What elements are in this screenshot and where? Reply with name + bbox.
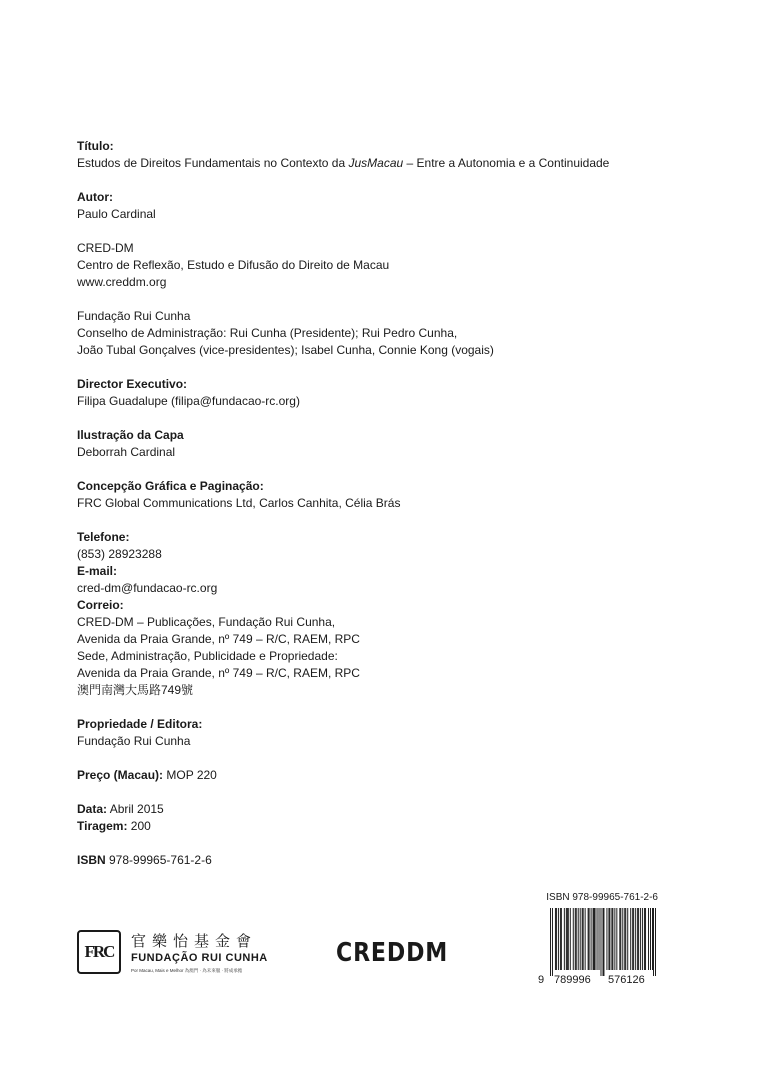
barcode-bar xyxy=(609,908,610,970)
cred-line: CRED-DM xyxy=(77,241,134,255)
publisher-block xyxy=(77,716,697,750)
illustration-value: Deborrah Cardinal xyxy=(77,445,176,459)
illustration-label: Ilustração da Capa xyxy=(77,428,184,442)
barcode-bar xyxy=(585,908,586,970)
frc-mark-icon: FRC xyxy=(77,930,121,974)
barcode-bar xyxy=(564,908,565,970)
barcode-bar xyxy=(627,908,628,970)
barcode-digits-right: 576126 xyxy=(608,974,645,986)
barcode-bar xyxy=(608,908,609,970)
barcode-bar xyxy=(620,908,621,970)
mail-line: CRED-DM – Publicações, Fundação Rui Cunha, xyxy=(77,615,336,629)
title-label: Título: xyxy=(77,139,114,153)
barcode-bar xyxy=(633,908,634,970)
barcode-bar xyxy=(550,908,551,976)
mail-line: Avenida da Praia Grande, nº 749 – R/C, RAEM, RPC xyxy=(77,666,360,680)
barcode-bar xyxy=(612,908,613,970)
barcode-bar xyxy=(653,908,654,976)
barcode-bar xyxy=(589,908,590,970)
isbn-block xyxy=(77,852,697,869)
design-block xyxy=(77,478,697,512)
date-label: Data: xyxy=(77,802,108,816)
cred-line: Centro de Reflexão, Estudo e Difusão do Direito de Macau xyxy=(77,258,390,272)
author-block xyxy=(77,189,697,223)
date-row xyxy=(77,801,697,818)
barcode-bar xyxy=(624,908,625,970)
barcode-bar xyxy=(625,908,626,970)
contact-block xyxy=(77,529,697,699)
barcode-bar xyxy=(644,908,645,970)
cred-website: www.creddm.org xyxy=(77,275,167,289)
author-value: Paulo Cardinal xyxy=(77,207,156,221)
barcode-bar xyxy=(558,908,559,970)
barcode-bar xyxy=(616,908,617,970)
barcode-digit-first: 9 xyxy=(538,974,545,986)
barcode-bar xyxy=(573,908,574,970)
price-row xyxy=(77,767,697,784)
barcode-bar xyxy=(637,908,638,970)
email-value: cred-dm@fundacao-rc.org xyxy=(77,581,218,595)
frc-portuguese-name: FUNDAÇÃO RUI CUNHA xyxy=(131,952,268,964)
frc-tagline: Por Macau, Mais e Melhor 為澳門 · 為未來服 · 將成承擔 xyxy=(131,968,243,973)
barcode-bar xyxy=(560,908,561,970)
barcode-bar xyxy=(595,908,596,970)
barcode-bar xyxy=(566,908,567,970)
barcode-bar xyxy=(606,908,607,970)
barcode-bar xyxy=(640,908,641,970)
barcode-bar xyxy=(642,908,643,970)
design-label: Concepção Gráfica e Paginação: xyxy=(77,479,264,493)
barcode-bar xyxy=(599,908,600,970)
barcode-bar xyxy=(570,908,571,970)
barcode-bar xyxy=(597,908,598,970)
director-label: Director Executivo: xyxy=(77,377,188,391)
publisher-value: Fundação Rui Cunha xyxy=(77,734,191,748)
frc-chinese-name: 官樂怡基金會 xyxy=(131,933,258,950)
barcode-bar xyxy=(614,908,615,970)
mail-line-chinese: 澳門南灣大馬路749號 xyxy=(77,683,194,697)
foundation-line: Conselho de Administração: Rui Cunha (Presidente); Rui Pedro Cunha, xyxy=(77,326,458,340)
barcode-bar xyxy=(591,908,592,970)
print-run-label: Tiragem: xyxy=(77,819,128,833)
publisher-label: Propriedade / Editora: xyxy=(77,717,203,731)
isbn-value: 978-99965-761-2-6 xyxy=(105,853,212,867)
barcode-bar xyxy=(601,908,602,976)
foundation-line: João Tubal Gonçalves (vice-presidentes); Isabel Cunha, Connie Kong (vogais) xyxy=(77,343,494,357)
print-run-row xyxy=(77,818,697,835)
foundation-line: Fundação Rui Cunha xyxy=(77,309,191,323)
phone-value: (853) 28923288 xyxy=(77,547,162,561)
barcode-bars xyxy=(550,908,656,976)
mail-line: Sede, Administração, Publicidade e Propriedade: xyxy=(77,649,338,663)
date-value: Abril 2015 xyxy=(107,802,164,816)
barcode-bar xyxy=(650,908,651,970)
foundation-block xyxy=(77,308,697,359)
director-block xyxy=(77,376,697,410)
isbn-row xyxy=(77,852,697,869)
barcode-bar xyxy=(594,908,595,970)
isbn-barcode xyxy=(538,892,658,986)
barcode-bar xyxy=(655,908,656,976)
barcode-bar xyxy=(652,908,653,970)
price-label: Preço (Macau): xyxy=(77,768,164,782)
barcode-bar xyxy=(552,908,553,976)
barcode-bar xyxy=(580,908,581,970)
barcode-bar xyxy=(583,908,584,970)
barcode-bar xyxy=(645,908,646,970)
barcode-bar xyxy=(632,908,633,970)
barcode-bar xyxy=(635,908,636,970)
title-value: Estudos de Direitos Fundamentais no Contexto da JusMacau – Entre a Autonomia e a Continuidade xyxy=(77,156,610,170)
barcode-digits-left: 789996 xyxy=(554,974,591,986)
email-label: E-mail: xyxy=(77,564,118,578)
barcode-bar xyxy=(576,908,577,970)
barcode-bar xyxy=(604,908,605,976)
barcode-bar xyxy=(611,908,612,970)
barcode-bar xyxy=(556,908,557,970)
creddm-logo: CREDDM xyxy=(336,938,449,968)
barcode-bar xyxy=(630,908,631,970)
barcode-bar xyxy=(622,908,623,970)
frc-logo xyxy=(77,928,267,978)
barcode-isbn-label: ISBN 978-99965-761-2-6 xyxy=(546,892,658,903)
barcode-bar xyxy=(603,908,604,976)
barcode-bar xyxy=(575,908,576,970)
barcode-bar xyxy=(593,908,594,970)
barcode-bar xyxy=(561,908,562,970)
barcode-bar xyxy=(568,908,569,970)
price-value: MOP 220 xyxy=(163,768,217,782)
phone-label: Telefone: xyxy=(77,530,130,544)
barcode-bar xyxy=(588,908,589,970)
colophon-text xyxy=(77,138,697,886)
cred-block xyxy=(77,240,697,291)
isbn-label: ISBN xyxy=(77,853,106,867)
print-run-value: 200 xyxy=(127,819,151,833)
barcode-bar xyxy=(619,908,620,970)
barcode-bar xyxy=(582,908,583,970)
barcode-bar xyxy=(578,908,579,970)
design-value: FRC Global Communications Ltd, Carlos Canhita, Célia Brás xyxy=(77,496,401,510)
mail-label: Correio: xyxy=(77,598,124,612)
barcode-bar xyxy=(648,908,649,970)
director-value: Filipa Guadalupe (filipa@fundacao-rc.org) xyxy=(77,394,300,408)
price-block xyxy=(77,767,697,784)
mail-line: Avenida da Praia Grande, nº 749 – R/C, RAEM, RPC xyxy=(77,632,360,646)
barcode-bar xyxy=(555,908,556,970)
barcode-bar xyxy=(638,908,639,970)
illustration-block xyxy=(77,427,697,461)
title-block xyxy=(77,138,697,172)
barcode-bar xyxy=(567,908,568,970)
date-block xyxy=(77,801,697,835)
author-label: Autor: xyxy=(77,190,113,204)
